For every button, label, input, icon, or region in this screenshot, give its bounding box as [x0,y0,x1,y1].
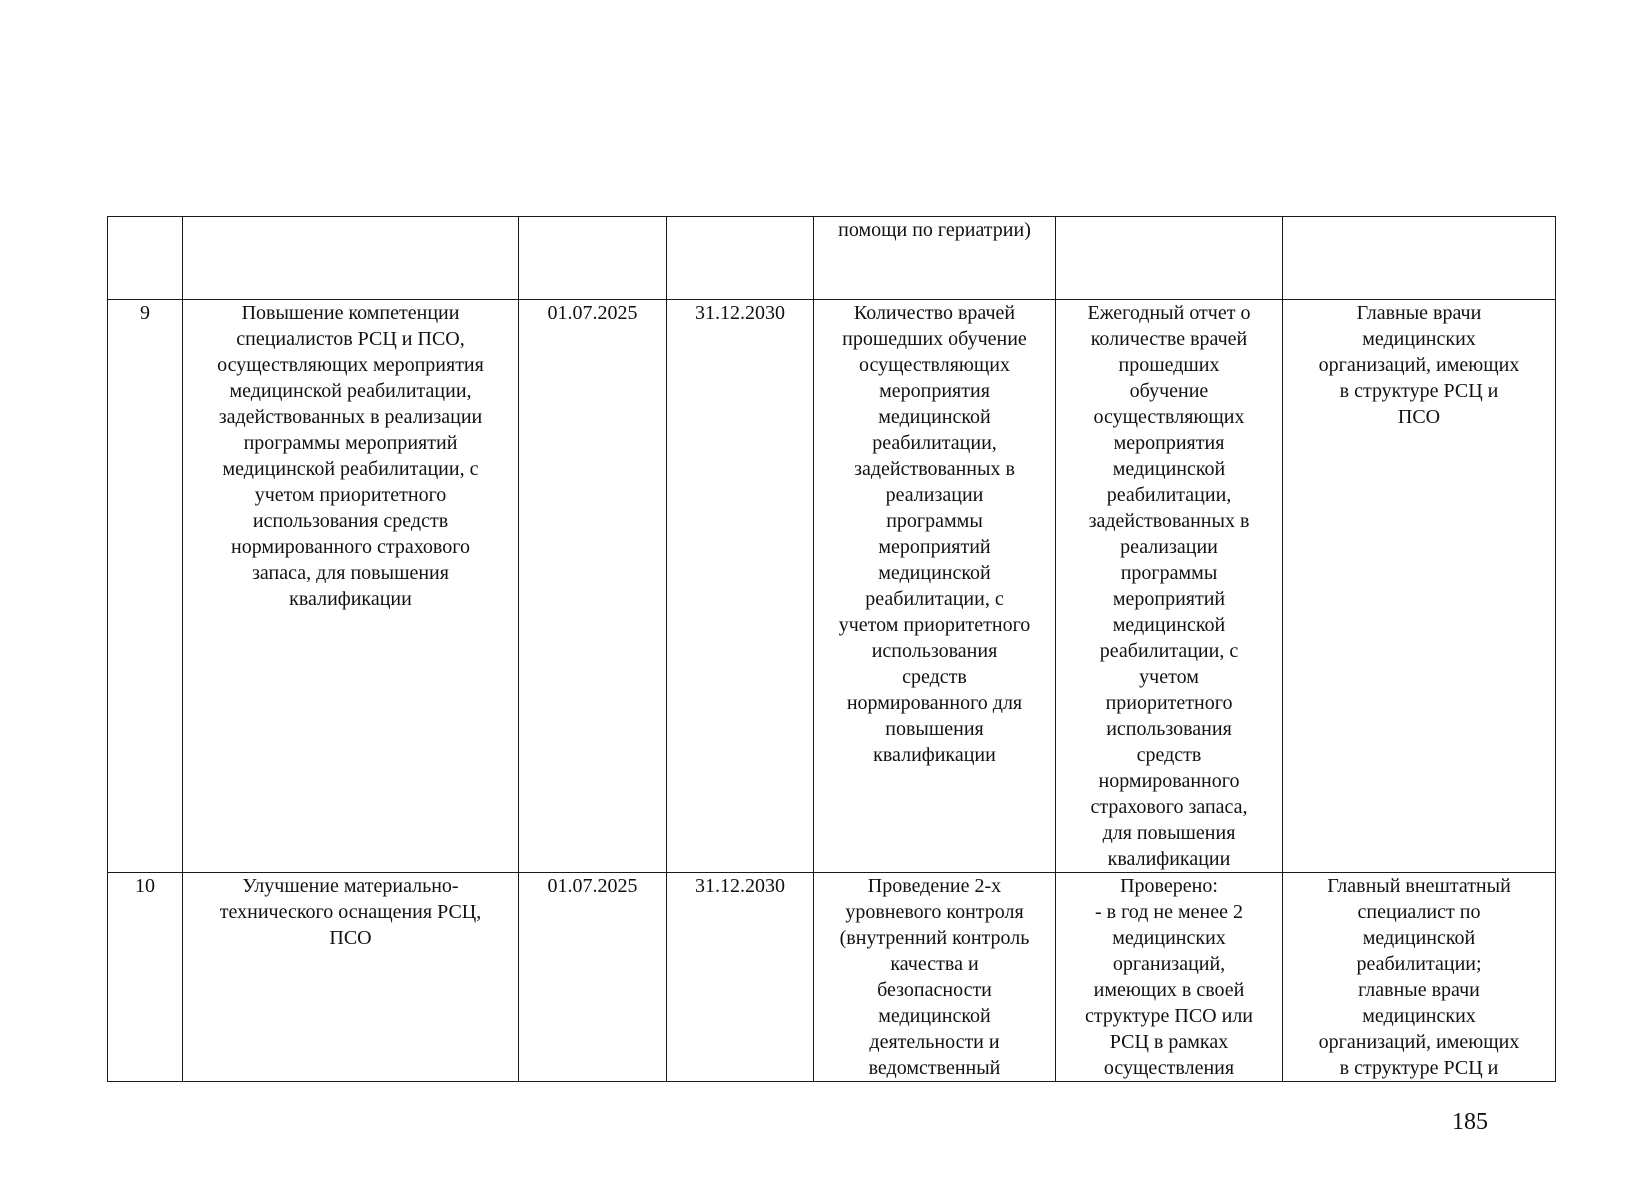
cell-activity [183,217,519,300]
cell-number [108,217,183,300]
cell-end-date [667,300,814,873]
cell-control [1056,217,1283,300]
start-date: 01.07.2025 [547,875,638,897]
cell-indicator [814,300,1056,873]
cell-responsible [1283,300,1556,873]
end-date: 31.12.2030 [695,302,785,324]
cell-control [1056,300,1283,873]
start-date: 01.07.2025 [547,302,638,324]
cell-control [1056,873,1283,1082]
activity-text: Улучшение материально- технического оснащения РСЦ, ПСО [219,875,482,949]
row-number: 10 [135,875,155,897]
indicator-text: помощи по гериатрии) [838,219,1031,241]
control-text: Ежегодный отчет о количестве врачей прошедших обучение осуществляющих мероприятия медицинской реабилитации, задействованных в реализации программы мероприятий медицинской реабилитации, с учетом приоритетного использования средств нормированного страхового запаса, для повышения квалификации [1087,302,1251,870]
cell-start-date [519,873,667,1082]
cell-responsible [1283,217,1556,300]
cell-end-date [667,873,814,1082]
cell-start-date [519,300,667,873]
cell-number [108,873,183,1082]
responsible-text: Главный внештатный специалист по медицинской реабилитации; главные врачи медицинских организаций, имеющих в структуре РСЦ и [1318,875,1520,1079]
cell-start-date [519,217,667,300]
cell-activity [183,300,519,873]
measures-table [107,216,1556,1082]
document-sheet [107,216,1555,1082]
cell-end-date [667,217,814,300]
end-date: 31.12.2030 [695,875,785,897]
cell-activity [183,873,519,1082]
row-number: 9 [140,302,150,324]
indicator-text: Количество врачей прошедших обучение осуществляющих мероприятия медицинской реабилитации, задействованных в реализации программы мероприятий медицинской реабилитации, с учетом приоритетного использования средств нормированного для повышения квалификации [838,302,1031,766]
page-number: 185 [1452,1109,1488,1135]
activity-text: Повышение компетенции специалистов РСЦ и ПСО, осуществляющих мероприятия медицинской реабилитации, задействованных в реализации программы мероприятий медицинской реабилитации, с учетом приоритетного использования средств нормированного страхового запаса, для повышения квалификации [217,302,484,610]
cell-indicator [814,217,1056,300]
control-text: Проверено: - в год не менее 2 медицинских организаций, имеющих в своей структуре ПСО или РСЦ в рамках осуществления [1084,875,1254,1079]
table-row-continuation [108,217,1556,300]
cell-number [108,300,183,873]
cell-indicator [814,873,1056,1082]
table-row [108,873,1556,1082]
table-row [108,300,1556,873]
indicator-text: Проведение 2-х уровневого контроля (внутренний контроль качества и безопасности медицинской деятельности и ведомственный [839,875,1030,1079]
responsible-text: Главные врачи медицинских организаций, имеющих в структуре РСЦ и ПСО [1318,302,1520,428]
cell-responsible [1283,873,1556,1082]
